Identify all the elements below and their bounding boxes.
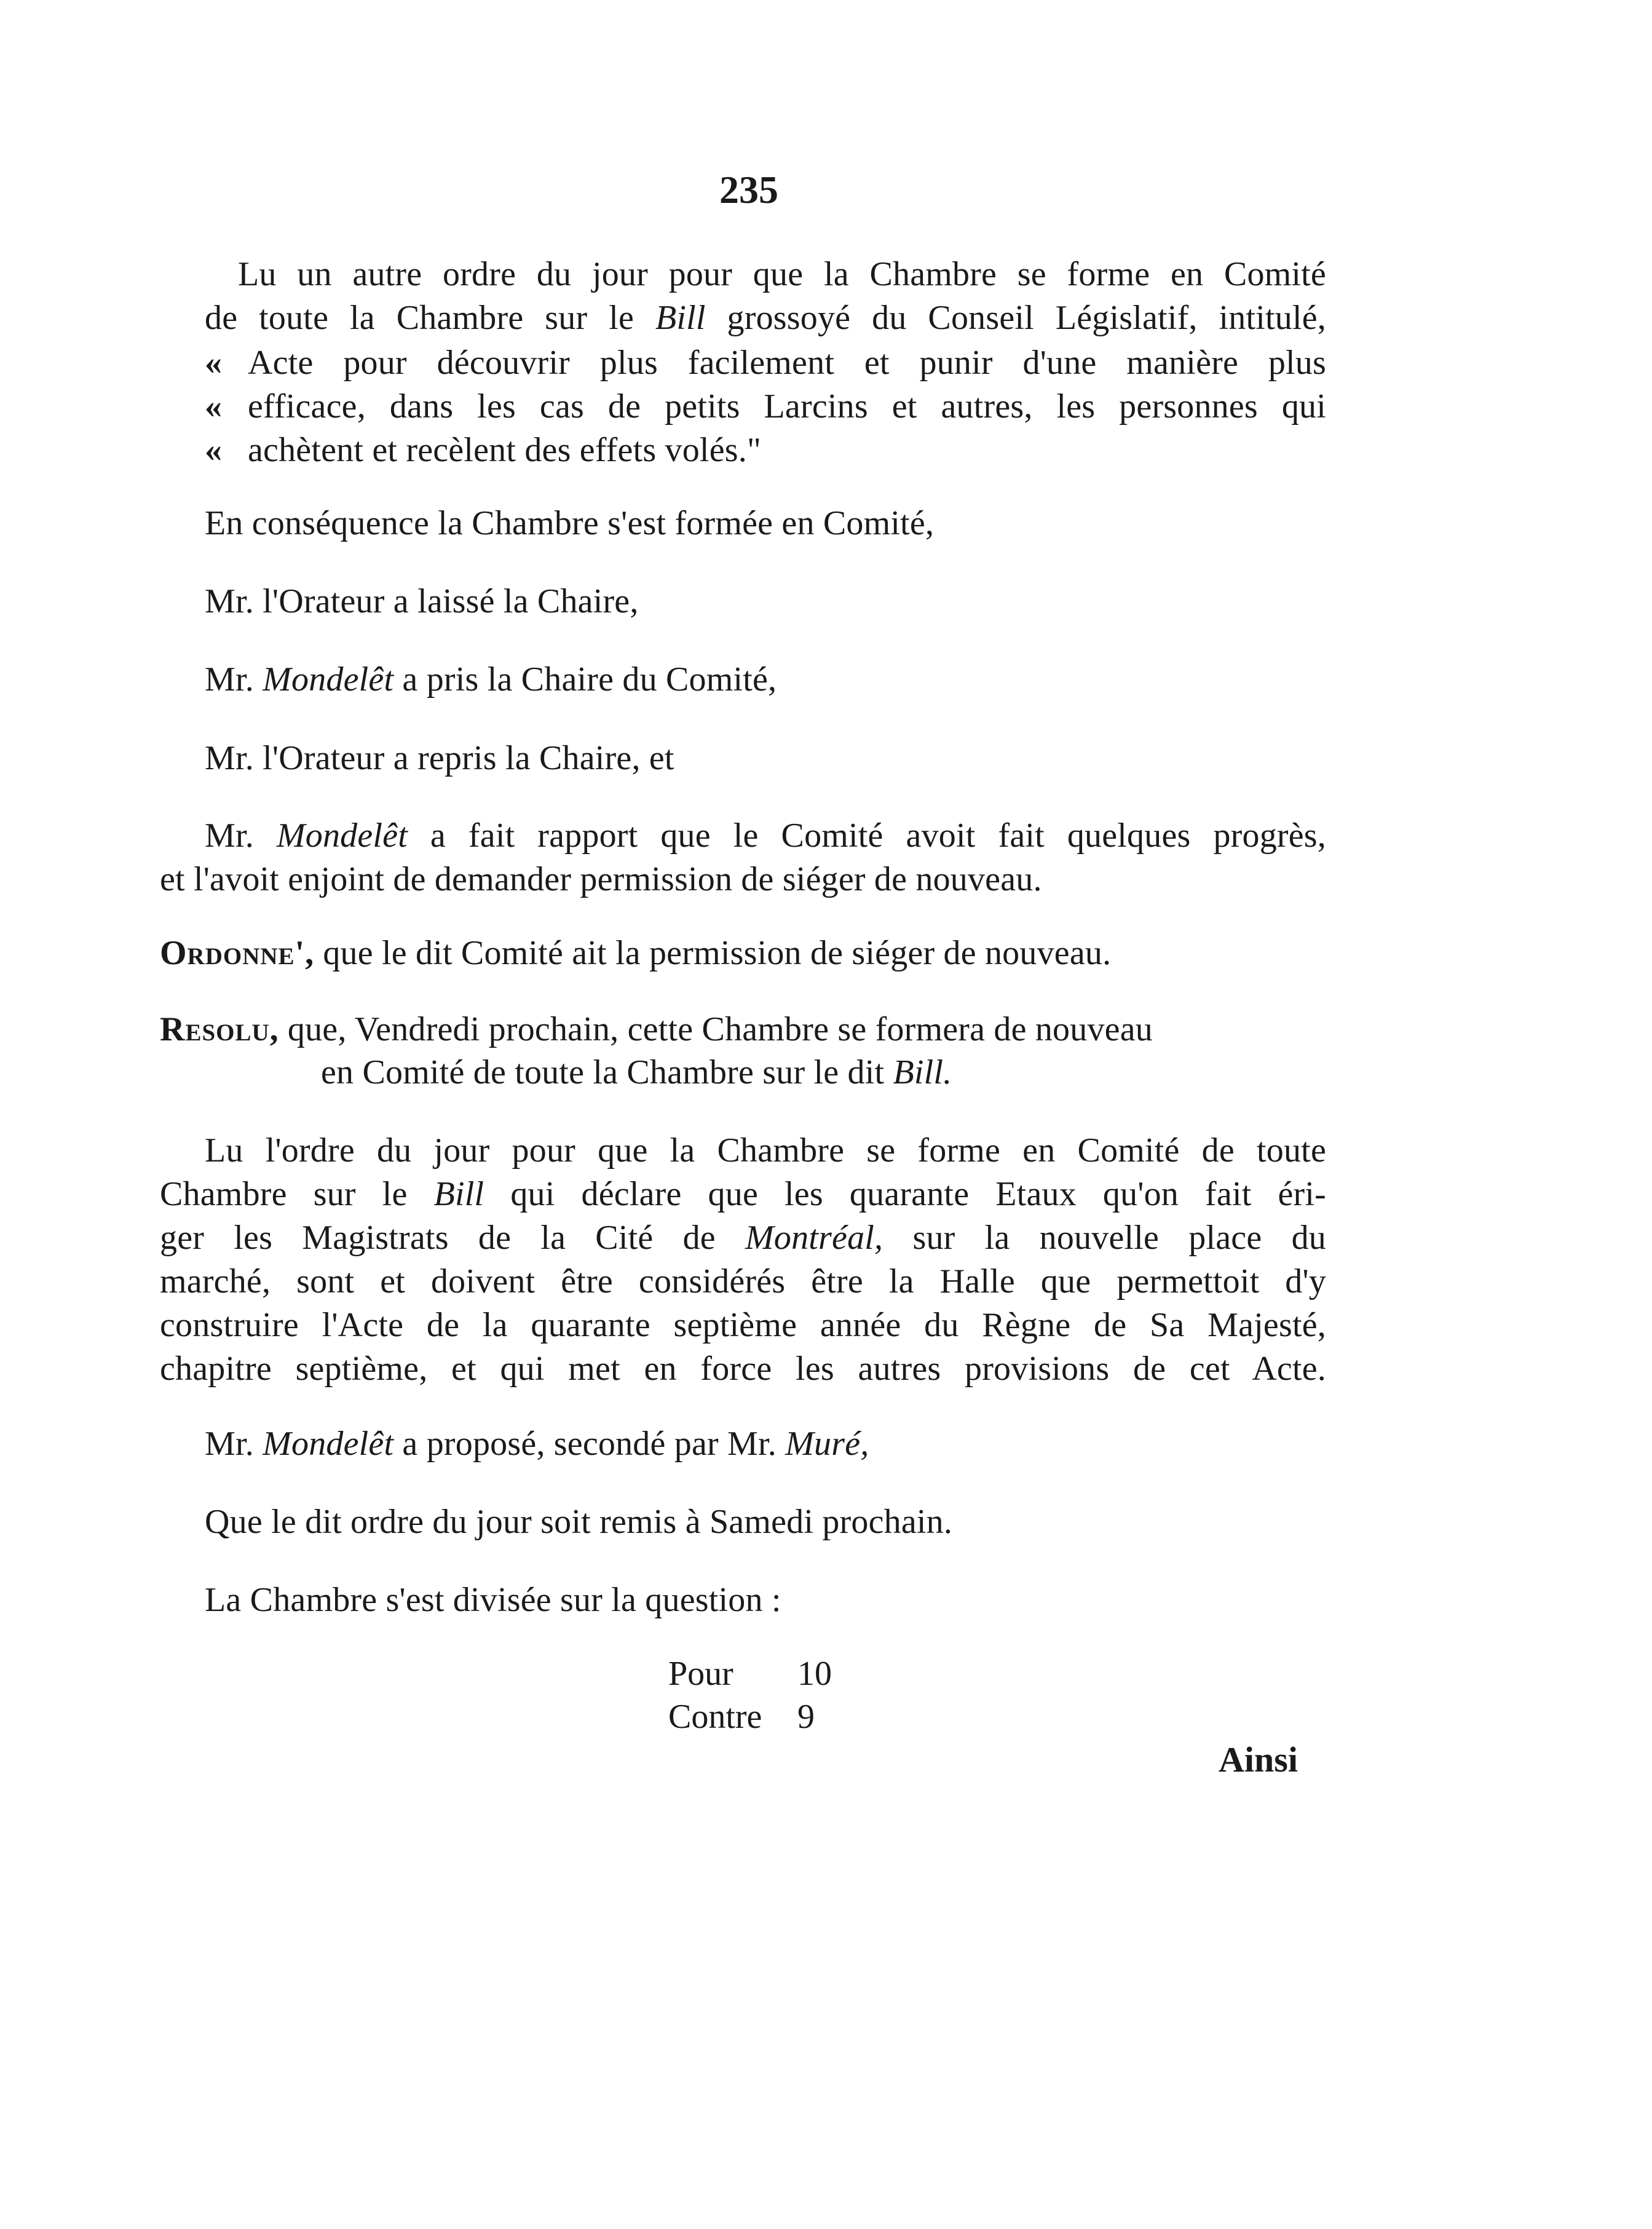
text-line: « achètent et recèlent des effets volés." [205,431,762,469]
text-line: Resolu, que, Vendredi prochain, cette Chambre se formera de nouveau [160,1010,1153,1048]
text-line: construire l'Acte de la quarante septième année du Règne de Sa Majesté, [160,1306,1326,1344]
motion-line: Mr. Mondelêt a proposé, secondé par Mr. Muré, [205,1425,869,1463]
page-number: 235 [719,168,778,212]
text-line: en Comité de toute la Chambre sur le dit Bill. [321,1053,952,1091]
quote-mark: « [205,344,223,382]
vote-pour-label: Pour [668,1655,733,1693]
text-line: marché, sont et doivent être considérés être la Halle que permettoit d'y [160,1262,1326,1301]
member-name: Muré, [785,1425,869,1463]
text-line: « efficace, dans les cas de petits Larcins et autres, les personnes qui [205,387,1326,426]
text-line: de toute la Chambre sur le Bill grossoyé du Conseil Législatif, intitulé, [205,299,1326,337]
bill-term: Bill [433,1175,484,1213]
text-line: Chambre sur le Bill qui déclare que les quarante Etaux qu'on fait éri- [160,1175,1326,1213]
vote-contre-count: 9 [797,1698,815,1736]
division-text: La Chambre s'est divisée sur la question : [205,1581,781,1619]
mondelet-took-chair: Mr. Mondelêt a pris la Chaire du Comité, [205,660,777,699]
text-line: chapitre septième, et qui met en force les autres provisions de cet Acte. [160,1350,1326,1388]
catchword: Ainsi [1219,1740,1298,1780]
text-line: Mr. Mondelêt a fait rapport que le Comité avoit fait quelques progrès, [205,817,1326,855]
text-line: et l'avoit enjoint de demander permission de siéger de nouveau. [160,860,1042,898]
member-name: Mondelêt [263,660,394,699]
ordonne-clause: Ordonne', que le dit Comité ait la permission de siéger de nouveau. [160,934,1112,972]
vote-contre [668,1697,815,1736]
bill-term: Bill. [893,1053,952,1091]
text-line: Lu un autre ordre du jour pour que la Chambre se forme en Comité [238,255,1326,293]
speaker-resumed-chair: Mr. l'Orateur a repris la Chaire, et [205,739,674,777]
text-line: ger les Magistrats de la Cité de Montréal, sur la nouvelle place du [160,1219,1326,1257]
text-line: Lu l'ordre du jour pour que la Chambre se forme en Comité de toute [205,1131,1326,1170]
city-name: Montréal, [745,1219,883,1257]
vote-contre-label: Contre [668,1698,762,1736]
vote-pour-count: 10 [797,1655,832,1693]
motion-text: Que le dit ordre du jour soit remis à Samedi prochain. [205,1503,953,1541]
speaker-left-chair: Mr. l'Orateur a laissé la Chaire, [205,582,639,620]
quote-mark: « [205,387,223,426]
ordonne-label: Ordonne', [160,934,315,972]
vote-pour [668,1654,832,1693]
member-name: Mondelêt [276,817,408,855]
bill-term: Bill [655,299,706,337]
resolu-label: Resolu, [160,1010,279,1048]
quote-mark: « [205,431,223,469]
committee-formed: En conséquence la Chambre s'est formée en Comité, [205,504,935,542]
text-line: « Acte pour découvrir plus facilement et punir d'une manière plus [205,344,1326,382]
member-name: Mondelêt [263,1425,394,1463]
